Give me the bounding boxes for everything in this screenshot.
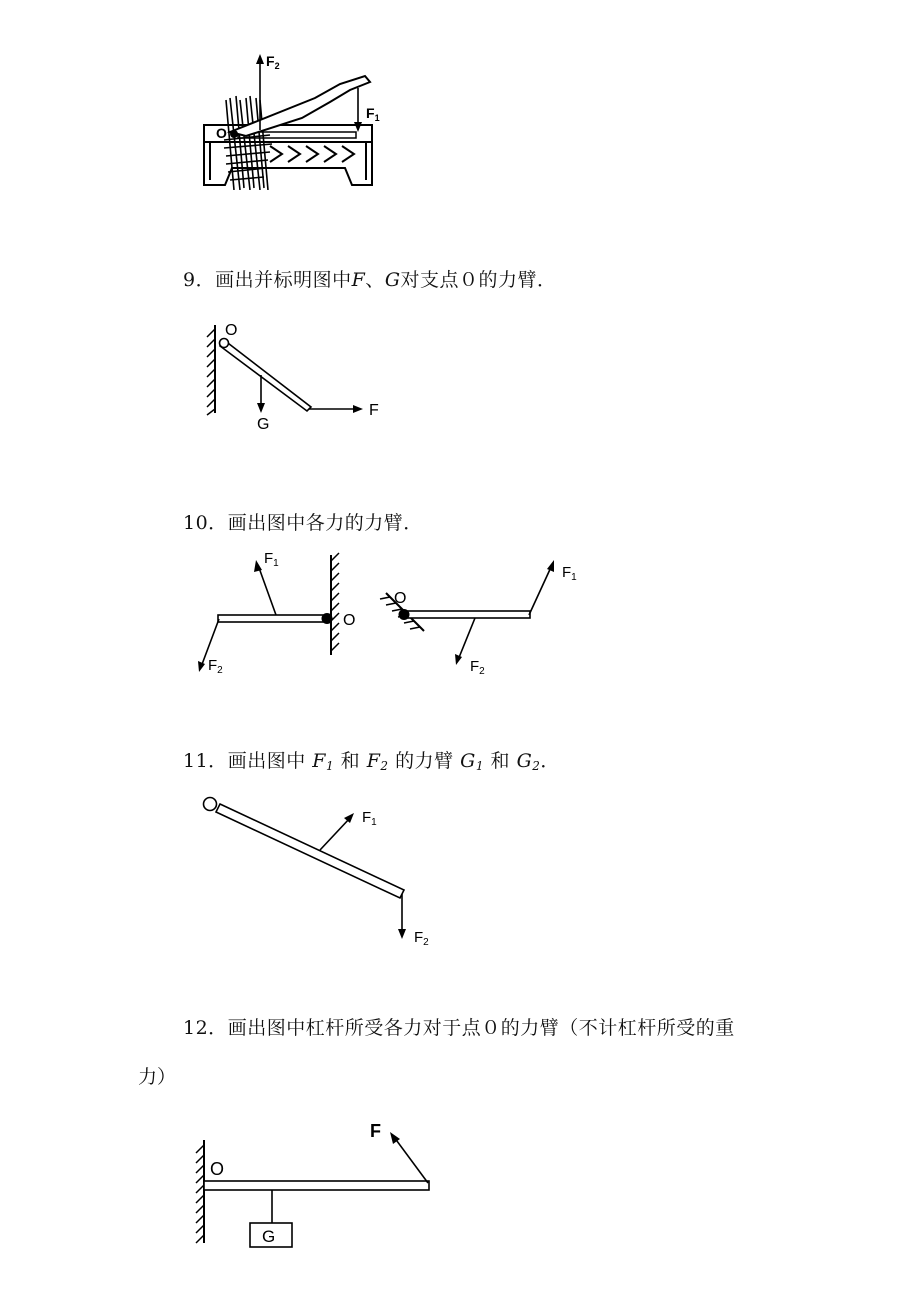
- label-F1: $F_1$: [562, 564, 577, 583]
- question-number: 10．: [183, 512, 228, 534]
- question-10: [183, 508, 423, 535]
- label-F1: $F_1$: [366, 105, 380, 123]
- label-F2: $F_2$: [266, 53, 280, 71]
- question-12-line2: 力）: [138, 1066, 177, 1088]
- figure-9-lever: [195, 315, 405, 435]
- label-O: O: [343, 612, 356, 629]
- question-text: 的力臂: [395, 750, 454, 772]
- var-F1: $F_1$: [312, 750, 335, 773]
- question-text: 画出图中杠杆所受各力对于点０的力臂（不计杠杆所受的重: [227, 1017, 735, 1039]
- period: ．: [540, 750, 560, 772]
- conj: 和: [490, 750, 511, 772]
- var-G: G: [384, 269, 401, 291]
- question-text: 画出并标明图中: [215, 269, 352, 291]
- separator: 、: [365, 269, 385, 291]
- figure-10-right: [372, 545, 587, 680]
- figure-10-left: [188, 545, 378, 680]
- label-F: F: [370, 1121, 381, 1141]
- question-12-line1: [183, 1013, 735, 1040]
- question-11: [183, 746, 560, 773]
- label-F1: $F_1$: [362, 809, 377, 828]
- label-O: O: [210, 1159, 225, 1179]
- label-O: O: [216, 125, 227, 141]
- label-F2: $F_2$: [414, 929, 429, 948]
- question-text: 画出图中: [227, 750, 306, 772]
- figure-8-crowbar: [190, 40, 410, 190]
- label-G: G: [262, 1227, 276, 1246]
- figure-11-lever: [190, 788, 450, 953]
- conj: 和: [340, 750, 361, 772]
- label-F1: $F_1$: [264, 550, 279, 569]
- question-number: 12．: [183, 1017, 228, 1039]
- figure-12-lever: [182, 1115, 442, 1255]
- label-O: O: [394, 590, 407, 607]
- label-F: F: [369, 402, 379, 419]
- question-text: 画出图中各力的力臂．: [227, 512, 423, 534]
- var-G2: $G_2$: [516, 750, 541, 773]
- var-F: F: [351, 269, 366, 291]
- question-number: 11．: [183, 750, 228, 772]
- label-F2: $F_2$: [208, 657, 223, 676]
- label-O: O: [225, 322, 238, 339]
- var-F2: $F_2$: [366, 750, 389, 773]
- label-G: G: [257, 416, 270, 433]
- label-F2: $F_2$: [470, 658, 485, 677]
- question-9: [183, 265, 557, 292]
- var-G1: $G_1$: [460, 750, 484, 773]
- question-number: 9．: [183, 269, 216, 291]
- question-text: 对支点０的力臂．: [400, 269, 557, 291]
